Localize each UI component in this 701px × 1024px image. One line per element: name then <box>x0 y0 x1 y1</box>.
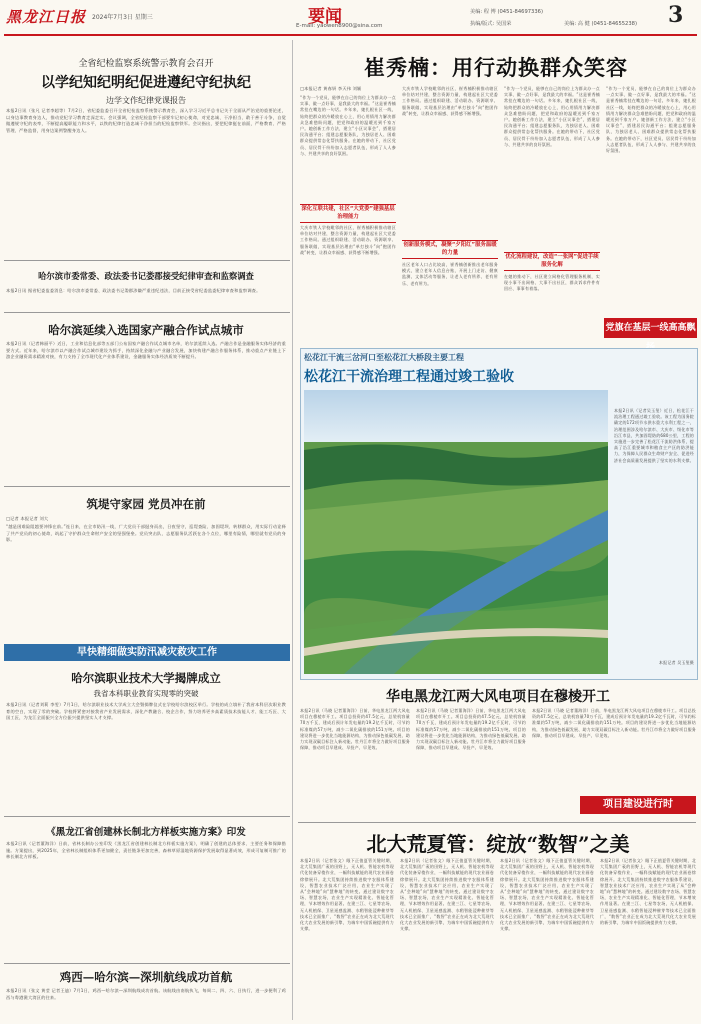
story-4-body: “越是困难险阻越要冲锋在前。”连日来，在全市防汛一线，广大党员干部挺身而出，日夜坚守，巡堤查险、加固堤坝、转移群众，用实际行动诠释了共产党员的初心使命，筑起了守护群众生命财产安全的坚强堡垒。党员突击队、志愿服务队活跃在各个点位，哪里有险情，哪里就有党员的身影。 <box>6 524 286 543</box>
project-banner-text: 项目建设进行时 <box>603 799 673 810</box>
project-body: 本报2日讯（马晓 记者董海洋）日前，华电黑龙江两大风电项目在穆棱市开工。项目总投资约47.5亿元，总装机容量70万千瓦，建成后预计年发电量约19.2亿千瓦时，可节约标准煤约57万吨，减少二氧化碳排放约151万吨。项目的建设将进一步优化当地能源结构，为推动绿色低碳发展、助力实现双碳目标注入新动能。牡丹江市将全力做好项目服务保障，推动项目早建成、早投产、早见效。 <box>300 708 410 751</box>
story-5-subtitle: 我省本科职业教育实现零的突破 <box>93 689 199 698</box>
column-divider <box>292 40 293 1020</box>
feature-body-col-2: 大庆市铁人学校毗邻的社区，崔秀楠积极推动辖区单位结对共建，整合资源力量，构建起社区大党委工作格局。通过组织联建、活动联办、资源联享、服务联做，实现基层治理由“单打独斗”向“抱团作战”转变，让群众幸福感、获得感不断增强。 <box>402 86 498 116</box>
project-body-col-3: 本报2日讯（马晓 记者董海洋）日前，华电黑龙江两大风电项目在穆棱市开工。项目总投资约47.5亿元，总装机容量70万千瓦，建成后预计年发电量约19.2亿千瓦时，可节约标准煤约57万吨，减少二氧化碳排放约151万吨。项目的建设将进一步优化当地能源结构，为推动绿色低碳发展、助力实现双碳目标注入新动能。牡丹江市将全力做好项目服务保障，推动项目早建成、早投产、早见效。 <box>532 708 696 738</box>
project-body-col-2: 本报2日讯（马晓 记者董海洋）日前，华电黑龙江两大风电项目在穆棱市开工。项目总投资约47.5亿元，总装机容量70万千瓦，建成后预计年发电量约19.2亿千瓦时，可节约标准煤约57万吨，减少二氧化碳排放约151万吨。项目的建设将进一步优化当地能源结构，为推动绿色低碳发展、助力实现双碳目标注入新动能。牡丹江市将全力做好项目服务保障，推动项目早建成、早投产、早见效。 <box>416 708 526 751</box>
feature-subhead-1-text: 深化互联共建，社区“大党委”建强基层治理能力 <box>301 206 395 220</box>
photo-story-title: 松花江干流治理工程通过竣工验收 <box>304 369 514 385</box>
lead-kicker: 全省纪检监察系统警示教育会召开 <box>78 59 214 69</box>
river-photo <box>304 390 608 674</box>
divider <box>4 816 290 817</box>
feature-subhead-3-text: 优化流程建设，改造“一张网”促进手续服务化解 <box>505 254 599 268</box>
story-7-title: 鸡西—哈尔滨—深圳航线成功首航 <box>59 970 233 984</box>
story-5-title: 哈尔滨职业技术大学揭牌成立 <box>71 671 221 685</box>
feature-subhead-2 <box>402 240 498 259</box>
river-photo-image <box>304 390 608 674</box>
photo-story-kicker: 松花江干流三岔河口至松花江大桥段主要工程 <box>304 352 464 362</box>
story-2-title: 哈尔滨市委常委、政法委书记娄郡接受纪律审查和监察调查 <box>38 271 254 281</box>
feature-subhead-3 <box>504 252 600 271</box>
feature-body-col-3: “作为一个党员，能够在自己的岗位上为群众办一点实事、做一点好事，是我最大的幸福。”这是崔秀楠常挂在嘴边的一句话。多年来，她扎根社区一线，始终把群众的冷暖放在心上，用心用情用力解决群众急难愁盼问题，把党和政府的温暖送到千家万户。她创新工作方法，建立“小区议事会”，搭建居民沟通平台；组建志愿服务队，为独居老人、困难群众提供常态化帮扶服务。在她的带动下，社区党员、居民骨干纷纷加入志愿者队伍，形成了人人参与、共建共享的良好氛围。 <box>504 86 600 147</box>
lead-subtitle: 边学文作纪律党课报告 <box>106 96 186 105</box>
feature-sub-2-body: 社区老年人口占比较高，崔秀楠创新推出老年服务模式，建立老年人信息台账，开展上门走访、健康监测、文体活动等服务，让老人老有所养、老有所乐、老有所为。 <box>402 262 498 286</box>
story-4-byline: □记者 本报记者 刘大 <box>6 516 49 521</box>
feature-subhead-2-text: 创新服务模式，凝聚“夕阳红”服务温暖的力量 <box>403 242 497 256</box>
story-3-title: 哈尔滨延续入选国家产融合作试点城市 <box>48 323 244 337</box>
flood-banner-text: 早快精细做实防汛减灾救灾工作 <box>77 647 217 658</box>
lead-body: 本报2日讯（张凡 记者李超等）7月2日，省纪委监委召开全省纪检监察系统警示教育会，深入学习习近平总书记关于全面从严治党的重要论述，以身边事教育身边人，推动党纪学习教育走深走实。会议强调，全省纪检监察干部要牢记初心使命，对党忠诚、干净担当、敢于善于斗争，自觉做遵规守纪的表率，不断提高履职能力和水平，以铁的纪律打造忠诚干净担当的纪检监察铁军。会议指出，要把纪律挺在前面，严格教育、严格管理、严格监督，用身边案例警醒身边人。 <box>6 108 286 133</box>
party-banner <box>604 318 697 338</box>
beidahuang-title: 北大荒夏管：绽放“数智”之美 <box>366 832 630 856</box>
editor-credit-1: 美编: 程 博 (0451-84697336) <box>470 9 543 15</box>
masthead-date: 2024年7月3日 星期三 <box>92 14 153 21</box>
lead-title: 以学纪知纪明纪促进遵纪守纪执纪 <box>41 75 251 91</box>
beidahuang-body-col-3: 本报2日讯（记者张文）眼下正值夏管关键时期，北大荒集团广袤的田野上，无人机、智能农机等现代化装备穿梭作业，一幅科技赋能的现代农业画卷徐徐展开。北大荒集团持续推进数字农服体系建设，智慧农业技术广泛应用，农业生产实现了从“会种地”向“慧种地”的转变。通过建设数字农场、智慧农场，农业生产实现精准化、智能化管理，节本增效作用显著。在建三江、七星等农场，无人机植保、卫星遥感监测、水稻智能浸种催芽等技术已全面推广，“数智”农业正在成为北大荒现代化大农业发展的新引擎，为端牢中国饭碗提供有力支撑。 <box>500 858 594 932</box>
feature-sub-3-body: 在她的推动下，社区建立网格化管理服务机制，实现小事不出网格、大事不出社区，群众诉求件件有回应、事事有着落。 <box>504 274 600 292</box>
divider <box>4 260 290 261</box>
feature-title: 崔秀楠：用行动换群众笑容 <box>364 55 628 80</box>
masthead-rule <box>4 34 697 36</box>
feature-byline: □本报记者 黄春妍 李天伟 刘颖 <box>300 86 362 91</box>
divider <box>298 822 696 823</box>
page-number: 3 <box>668 2 684 28</box>
beidahuang-body-col-4: 本报2日讯（记者张文）眼下正值夏管关键时期，北大荒集团广袤的田野上，无人机、智能农机等现代化装备穿梭作业，一幅科技赋能的现代农业画卷徐徐展开。北大荒集团持续推进数字农服体系建设，智慧农业技术广泛应用，农业生产实现了从“会种地”向“慧种地”的转变。通过建设数字农场、智慧农场，农业生产实现精准化、智能化管理，节本增效作用显著。在建三江、七星等农场，无人机植保、卫星遥感监测、水稻智能浸种催芽等技术已全面推广，“数智”农业正在成为北大荒现代化大农业发展的新引擎，为端牢中国饭碗提供有力支撑。 <box>600 858 696 926</box>
story-6-body: 本报2日讯（记者董海洋）日前，省林长制办公室印发《黑龙江省创建林长制北方样板实施方案》，明确了创建的总体要求、主要任务和保障措施。方案提出，到2025年，全省林长制组织体系更加健全，责任链条更加完善，森林草原湿地资源保护发展取得显著成效，形成可复制可推广的林长制北方样板。 <box>6 841 286 860</box>
beidahuang-body-col-2: 本报2日讯（记者张文）眼下正值夏管关键时期，北大荒集团广袤的田野上，无人机、智能农机等现代化装备穿梭作业，一幅科技赋能的现代农业画卷徐徐展开。北大荒集团持续推进数字农服体系建设，智慧农业技术广泛应用，农业生产实现了从“会种地”向“慧种地”的转变。通过建设数字农场、智慧农场，农业生产实现精准化、智能化管理，节本增效作用显著。在建三江、七星等农场，无人机植保、卫星遥感监测、水稻智能浸种催芽等技术已全面推广，“数智”农业正在成为北大荒现代化大农业发展的新引擎，为端牢中国饭碗提供有力支撑。 <box>400 858 494 932</box>
feature-sub-1-body: 大庆市铁人学校毗邻的社区，崔秀楠积极推动辖区单位结对共建，整合资源力量，构建起社区大党委工作格局。通过组织联建、活动联办、资源联享、服务联做，实现基层治理由“单打独斗”向“抱团作战”转变，让群众幸福感、获得感不断增强。 <box>300 225 396 255</box>
feature-body-col-4: “作为一个党员，能够在自己的岗位上为群众办一点实事、做一点好事，是我最大的幸福。”这是崔秀楠常挂在嘴边的一句话。多年来，她扎根社区一线，始终把群众的冷暖放在心上，用心用情用力解决群众急难愁盼问题，把党和政府的温暖送到千家万户。她创新工作方法，建立“小区议事会”，搭建居民沟通平台；组建志愿服务队，为独居老人、困难群众提供常态化帮扶服务。在她的带动下，社区党员、居民骨干纷纷加入志愿者队伍，形成了人人参与、共建共享的良好氛围。 <box>606 86 696 154</box>
flood-banner <box>4 644 290 661</box>
story-6-title: 《黑龙江省创建林长制北方样板实施方案》印发 <box>46 827 246 838</box>
masthead-logo: 黑龙江日报 <box>6 8 87 26</box>
feature-body: “作为一个党员，能够在自己的岗位上为群众办一点实事、做一点好事，是我最大的幸福。”这是崔秀楠常挂在嘴边的一句话。多年来，她扎根社区一线，始终把群众的冷暖放在心上，用心用情用力解决群众急难愁盼问题，把党和政府的温暖送到千家万户。她创新工作方法，建立“小区议事会”，搭建居民沟通平台；组建志愿服务队，为独居老人、困难群众提供常态化帮扶服务。在她的带动下，社区党员、居民骨干纷纷加入志愿者队伍，形成了人人参与、共建共享的良好氛围。 <box>300 95 396 156</box>
story-4-title: 筑堤守家园 党员冲在前 <box>86 497 206 511</box>
party-banner-text: 党旗在基层一线高高飘 <box>605 323 696 333</box>
feature-subhead-1 <box>300 204 396 223</box>
divider <box>4 312 290 313</box>
story-2-body: 本报2日讯 据省纪委监委消息：哈尔滨市委常委、政法委书记娄郡涉嫌严重违纪违法，目前正接受省纪委监委纪律审查和监察调查。 <box>6 288 261 293</box>
project-title: 华电黑龙江两大风电项目在穆棱开工 <box>386 689 610 705</box>
beidahuang-body: 本报2日讯（记者张文）眼下正值夏管关键时期，北大荒集团广袤的田野上，无人机、智能农机等现代化装备穿梭作业，一幅科技赋能的现代农业画卷徐徐展开。北大荒集团持续推进数字农服体系建设，智慧农业技术广泛应用，农业生产实现了从“会种地”向“慧种地”的转变。通过建设数字农场、智慧农场，农业生产实现精准化、智能化管理，节本增效作用显著。在建三江、七星等农场，无人机植保、卫星遥感监测、水稻智能浸种催芽等技术已全面推广，“数智”农业正在成为北大荒现代化大农业发展的新引擎，为端牢中国饭碗提供有力支撑。 <box>300 858 394 932</box>
section-title: 要闻 <box>308 7 342 27</box>
divider <box>4 963 290 964</box>
editor-credit-2: 执编/版式: 吴国荣 <box>470 21 512 27</box>
section-email: E-mail: yaowen8900@sina.com <box>296 23 383 29</box>
project-banner <box>580 796 696 814</box>
story-5-body: 本报2日讯（记者刘莉 李雯）7月1日，哈尔滨职业技术大学成立大会暨揭牌仪式在学校哈尔滨校区举行。学校的成立填补了我省本科层次职业教育的空白，实现了零的突破。学校将紧密对接我省产业发展需求，深化产教融合、校企合作，努力培养更多高素质技术技能人才、能工巧匠、大国工匠，为龙江全面振兴全方位振兴提供坚实人才支撑。 <box>6 702 286 721</box>
story-3-body: 本报2日讯（记者韩丽平）近日，工业和信息化部等五部门公布国家产融合作试点城市名单，哈尔滨延续入选。产融合作是金融服务实体经济的重要方式。近年来，哈尔滨市以产融合作试点城市建设为抓手，持续深化金融与产业融合发展，加快构建产融合作服务体系，推动重点产业链上下游企业融资需求精准对接，有力支持了全市现代化产业体系建设，金融服务实体经济质效不断提升。 <box>6 341 286 360</box>
photo-story-body: 本报2日讯（记者吴玉玺）近日，松花江干流治理工程通过竣工验收。该工程为国务院确定的172项节水供水重大水利工程之一，治理范围涉及哈尔滨市、大庆市、绥化市等沿江市县，共加固堤防约680公里，工程的实施进一步完善了松花江干流防洪体系，提高了沿江重要城市和粮食主产区的防洪能力，为保障人民群众生命财产安全、促进经济社会高质量发展提供了坚实的水利支撑。 <box>614 408 694 463</box>
story-7-body: 本报2日讯（张文 黄莹 记者王迪）7月1日，鸡西—哈尔滨—深圳航线成功首航。该航线由南航执飞，每周二、四、六、日执行，进一步便利了鸡西与粤港澳大湾区的往来。 <box>6 988 286 1000</box>
editor-credit-3: 美编: 高 健 (0451-84655238) <box>564 21 637 27</box>
divider <box>4 486 290 487</box>
photo-story-credit: 本报记者 吴玉玺摄 <box>658 660 694 665</box>
